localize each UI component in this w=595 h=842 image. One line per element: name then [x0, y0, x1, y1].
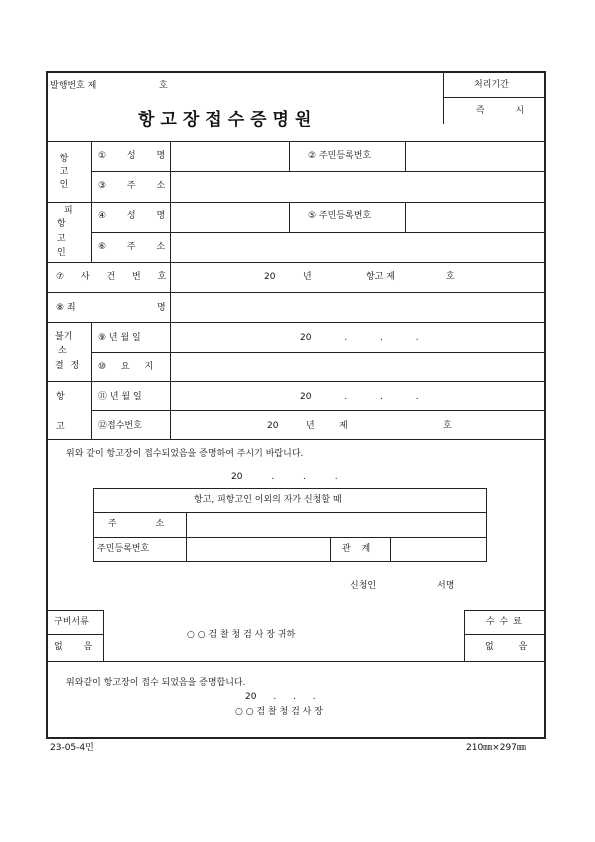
charge-label: ⑧ 죄	[56, 303, 76, 313]
case-year-prefix: 20	[264, 272, 276, 282]
appeal-receipt-ho: 호	[443, 421, 452, 431]
respondent-label-3: 고	[57, 234, 66, 244]
third-party-address-label: 주 소	[108, 519, 165, 529]
certificate-date: 20 . . .	[245, 692, 316, 702]
documents-value: 없 음	[54, 642, 93, 652]
paper-size: 210㎜×297㎜	[466, 743, 526, 753]
case-type: 항고 제	[366, 272, 395, 282]
appeal-date-label: ⑪ 년 월 일	[98, 392, 142, 402]
processing-period-value: 즉 시	[476, 106, 539, 116]
documents-label: 구비서류	[54, 617, 89, 627]
nonprosecution-date-label: ⑨ 년 월 일	[98, 333, 141, 343]
fee-value: 없 음	[485, 642, 528, 652]
certificate-text: 위와같이 항고장이 접수 되었음을 증명합니다.	[66, 678, 246, 688]
case-number-label: ⑦ 사 건 번 호	[56, 272, 167, 282]
issue-number-label: 발행번호 제	[50, 81, 97, 91]
respondent-label-2: 항	[57, 219, 66, 229]
addressee: ○ ○ 검 찰 청 검 사 장 귀하	[187, 630, 296, 640]
certificate-issuer: ○ ○ 검 찰 청 검 사 장	[235, 707, 323, 717]
case-year-suffix: 년	[303, 272, 312, 282]
appellant-name-label: ① 성 명	[98, 151, 166, 161]
appeal-receipt-year: 20	[267, 421, 279, 431]
case-ho: 호	[446, 272, 455, 282]
nonprosecution-summary-label: ⑩ 요 지	[98, 362, 154, 372]
respondent-address-label: ⑥ 주 소	[98, 242, 166, 252]
appeal-receipt-je: 제	[339, 421, 348, 431]
appellant-label: 항 고 인	[59, 154, 69, 190]
third-party-heading: 항고, 피항고인 이외의 자가 신청할 때	[194, 495, 342, 505]
third-party-relation-label: 관 계	[342, 544, 371, 554]
appellant-address-label: ③ 주 소	[98, 181, 166, 191]
appeal-date-value: 20 . . .	[300, 392, 419, 402]
charge-label-tail: 명	[157, 303, 166, 313]
appeal-label-top: 항	[56, 392, 65, 402]
request-text: 위와 같이 항고장이 접수되었음을 증명하여 주시기 바랍니다.	[66, 449, 304, 459]
form-code: 23-05-4민	[50, 743, 94, 753]
nonprosecution-date-value: 20 . . .	[300, 333, 419, 343]
applicant-label: 신청인	[350, 581, 377, 591]
issue-ho-label: 호	[159, 81, 168, 91]
appeal-receipt-year-suffix: 년	[306, 421, 315, 431]
appeal-label-bottom: 고	[56, 422, 65, 432]
respondent-name-label: ④ 성 명	[98, 211, 166, 221]
applicant-sign: 서명	[437, 581, 455, 591]
page-title: 항고장접수증명원	[138, 110, 318, 130]
nonprosecution-label-2: 소	[58, 346, 67, 356]
appellant-rrn-label: ② 주민등록번호	[308, 151, 372, 161]
nonprosecution-label-1: 불기	[55, 332, 73, 342]
respondent-label-1: 피	[64, 206, 73, 216]
respondent-rrn-label: ⑤ 주민등록번호	[308, 211, 372, 221]
respondent-label-4: 인	[57, 248, 66, 258]
fee-label: 수 수 료	[486, 617, 522, 627]
processing-period-label: 처리기간	[474, 80, 509, 90]
request-date: 20 . . .	[231, 472, 338, 482]
nonprosecution-label-3: 결 정	[55, 361, 80, 371]
appeal-receipt-label: ⑫접수번호	[98, 421, 142, 431]
third-party-rrn-label: 주민등록번호	[97, 544, 150, 554]
